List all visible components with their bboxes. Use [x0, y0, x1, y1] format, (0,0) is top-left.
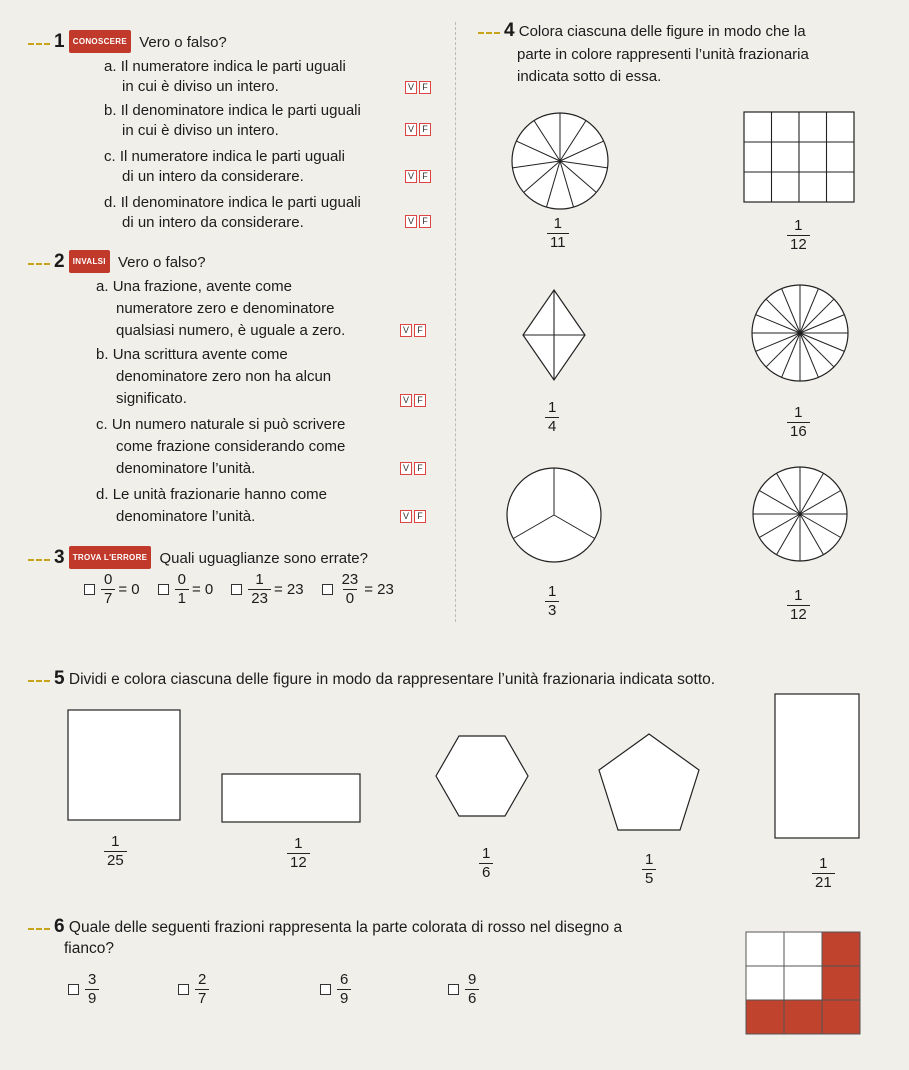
- ex5-rectangle[interactable]: [222, 774, 360, 822]
- denominator: 23: [248, 589, 271, 607]
- ex4-line2: parte in colore rappresenti l’unità frazionaria: [517, 46, 809, 63]
- v-box[interactable]: V: [405, 123, 417, 136]
- denominator: 16: [787, 422, 810, 440]
- ex5-number: 5: [28, 668, 65, 689]
- numerator: 6: [340, 971, 349, 988]
- ex6-number: 6: [28, 916, 65, 937]
- numerator: 1: [645, 851, 654, 868]
- numerator: 3: [88, 971, 97, 988]
- equality-result: = 23: [273, 581, 304, 598]
- ex1-item-b-line2: in cui è diviso un intero.: [122, 122, 279, 139]
- ex1-number: 1: [28, 31, 65, 52]
- ex1-title: Vero o falso?: [139, 34, 227, 51]
- ex1-item-text: Il numeratore indica le parti uguali: [119, 148, 345, 165]
- denominator: 6: [479, 863, 493, 881]
- ex3-badge: TROVA L'ERRORE: [69, 546, 152, 569]
- ex1-badge: CONOSCERE: [69, 30, 131, 53]
- fraction: [195, 972, 209, 1007]
- f-box[interactable]: F: [414, 462, 426, 475]
- numerator: 1: [794, 217, 803, 234]
- f-box[interactable]: F: [419, 123, 431, 136]
- ex4-line1: Colora ciascuna delle figure in modo che la: [518, 23, 806, 40]
- v-box[interactable]: V: [400, 324, 412, 337]
- checkbox[interactable]: [178, 984, 189, 995]
- numerator: 1: [255, 571, 264, 588]
- ex2-item-text: Una scrittura avente come: [112, 346, 288, 363]
- ex6-header: [28, 916, 622, 938]
- numerator: 9: [468, 971, 477, 988]
- denominator: 12: [787, 235, 810, 253]
- ex5-tall-rectangle[interactable]: [775, 694, 859, 838]
- ex2-item-text: Una frazione, avente come: [112, 278, 292, 295]
- ex1-item-d-line2: di un intero da considerare.: [122, 214, 304, 231]
- ex1-item-text: Il denominatore indica le parti uguali: [120, 194, 361, 211]
- denominator: 5: [642, 869, 656, 887]
- v-box[interactable]: V: [400, 462, 412, 475]
- ex1-item-letter: b.: [104, 102, 117, 119]
- grid-cell-red: [746, 1000, 784, 1034]
- numerator: 1: [111, 833, 120, 850]
- ex5-square[interactable]: [68, 710, 180, 820]
- grid-cell-red: [784, 1000, 822, 1034]
- ex2-item-letter: a.: [96, 278, 109, 295]
- numerator: 1: [794, 404, 803, 421]
- ex2-item-b-l3: significato.: [116, 390, 187, 407]
- fraction: [337, 972, 351, 1007]
- ex6-option[interactable]: [68, 972, 178, 1007]
- ex5-fraction-1-12: [287, 836, 310, 871]
- f-box[interactable]: F: [419, 170, 431, 183]
- numerator: 2: [198, 971, 207, 988]
- ex6-colored-grid: [744, 930, 864, 1040]
- ex1-item-a-line2: in cui è diviso un intero.: [122, 78, 279, 95]
- f-box[interactable]: F: [414, 324, 426, 337]
- f-box[interactable]: F: [419, 81, 431, 94]
- ex1-item-letter: d.: [104, 194, 117, 211]
- fraction: [85, 972, 99, 1007]
- v-box[interactable]: V: [405, 215, 417, 228]
- ex1-item-text: Il numeratore indica le parti uguali: [120, 58, 346, 75]
- denominator: 1: [175, 589, 189, 607]
- ex6-line2: fianco?: [64, 940, 114, 957]
- numerator: 0: [177, 571, 186, 588]
- numerator: 1: [548, 399, 557, 416]
- checkbox[interactable]: [448, 984, 459, 995]
- ex4-number: 4: [478, 20, 515, 41]
- f-box[interactable]: F: [419, 215, 431, 228]
- ex3-title: Quali uguaglianze sono errate?: [159, 550, 368, 567]
- equality-result: = 0: [118, 581, 140, 598]
- v-box[interactable]: V: [400, 394, 412, 407]
- ex2-item-c-l2: come frazione considerando come: [116, 438, 346, 455]
- v-box[interactable]: V: [405, 170, 417, 183]
- numerator: 1: [294, 835, 303, 852]
- numerator: 23: [341, 571, 359, 588]
- ex3-number: 3: [28, 547, 65, 568]
- equality-result: = 0: [191, 581, 214, 598]
- ex1-item-c-line2: di un intero da considerare.: [122, 168, 304, 185]
- ex2-item-letter: c.: [96, 416, 108, 433]
- ex5-fraction-1-25: [104, 834, 127, 869]
- grid-cell-white: [746, 966, 784, 1000]
- ex2-item-a-l2: numeratore zero e denominatore: [116, 300, 335, 317]
- v-box[interactable]: V: [400, 510, 412, 523]
- ex2-item-letter: d.: [96, 486, 109, 503]
- numerator: 1: [482, 845, 491, 862]
- ex5-hexagon[interactable]: [436, 736, 528, 816]
- denominator: 11: [547, 233, 569, 251]
- denominator: 12: [787, 605, 810, 623]
- ex2-item-text: Un numero naturale si può scrivere: [111, 416, 346, 433]
- checkbox[interactable]: [320, 984, 331, 995]
- numerator: 1: [794, 587, 803, 604]
- denominator: 9: [337, 989, 351, 1007]
- ex1-item-text: Il denominatore indica le parti uguali: [120, 102, 361, 119]
- numerator: 1: [553, 215, 562, 232]
- ex2-item-text: Le unità frazionarie hanno come: [112, 486, 327, 503]
- denominator: 0: [343, 589, 357, 607]
- denominator: 9: [85, 989, 99, 1007]
- grid-cell-red: [822, 966, 860, 1000]
- v-box[interactable]: V: [405, 81, 417, 94]
- ex5-fraction-1-5: [642, 852, 656, 887]
- denominator: 12: [287, 853, 310, 871]
- denominator: 21: [812, 873, 835, 891]
- ex6-option[interactable]: [178, 972, 320, 1007]
- ex5-fraction-1-21: [812, 856, 835, 891]
- denominator: 3: [545, 601, 559, 619]
- ex2-item-letter: b.: [96, 346, 109, 363]
- ex2-item-d-l2: denominatore l’unità.: [116, 508, 256, 525]
- checkbox[interactable]: [68, 984, 79, 995]
- numerator: 1: [548, 583, 557, 600]
- ex1-item-letter: a.: [104, 58, 117, 75]
- ex2-badge: INVALSI: [69, 250, 110, 273]
- ex2-item-b-l2: denominatore zero non ha alcun: [116, 368, 332, 385]
- grid-cell-white: [784, 932, 822, 966]
- ex5-fraction-1-6: [479, 846, 493, 881]
- ex6-line1: Quale delle seguenti frazioni rappresenta la parte colorata di rosso nel disegno a: [68, 919, 623, 936]
- ex2-item-a-l3: qualsiasi numero, è uguale a zero.: [116, 322, 346, 339]
- ex2-number: 2: [28, 251, 65, 272]
- ex6-option[interactable]: [320, 972, 448, 1007]
- numerator: 0: [104, 571, 113, 588]
- equality-result: = 23: [364, 581, 394, 598]
- ex6-option[interactable]: [448, 972, 479, 1007]
- ex6-options: [68, 972, 479, 1007]
- denominator: 7: [101, 589, 115, 607]
- denominator: 6: [465, 989, 479, 1007]
- fraction: [465, 972, 479, 1007]
- denominator: 7: [195, 989, 209, 1007]
- grid-cell-white: [784, 966, 822, 1000]
- grid-cell-red: [822, 1000, 860, 1034]
- denominator: 25: [104, 851, 127, 869]
- ex2-item-c-l3: denominatore l’unità.: [116, 460, 256, 477]
- ex1-item-letter: c.: [104, 148, 116, 165]
- grid-cell-white: [746, 932, 784, 966]
- ex4-line3: indicata sotto di essa.: [517, 68, 662, 85]
- ex2-title: Vero o falso?: [118, 254, 206, 271]
- ex5-title: Dividi e colora ciascuna delle figure in modo da rappresentare l’unità frazionaria indicata sotto.: [68, 671, 716, 688]
- ex5-pentagon[interactable]: [599, 734, 699, 830]
- numerator: 1: [819, 855, 828, 872]
- f-box[interactable]: F: [414, 394, 426, 407]
- denominator: 4: [545, 417, 559, 435]
- grid-cell-red: [822, 932, 860, 966]
- f-box[interactable]: F: [414, 510, 426, 523]
